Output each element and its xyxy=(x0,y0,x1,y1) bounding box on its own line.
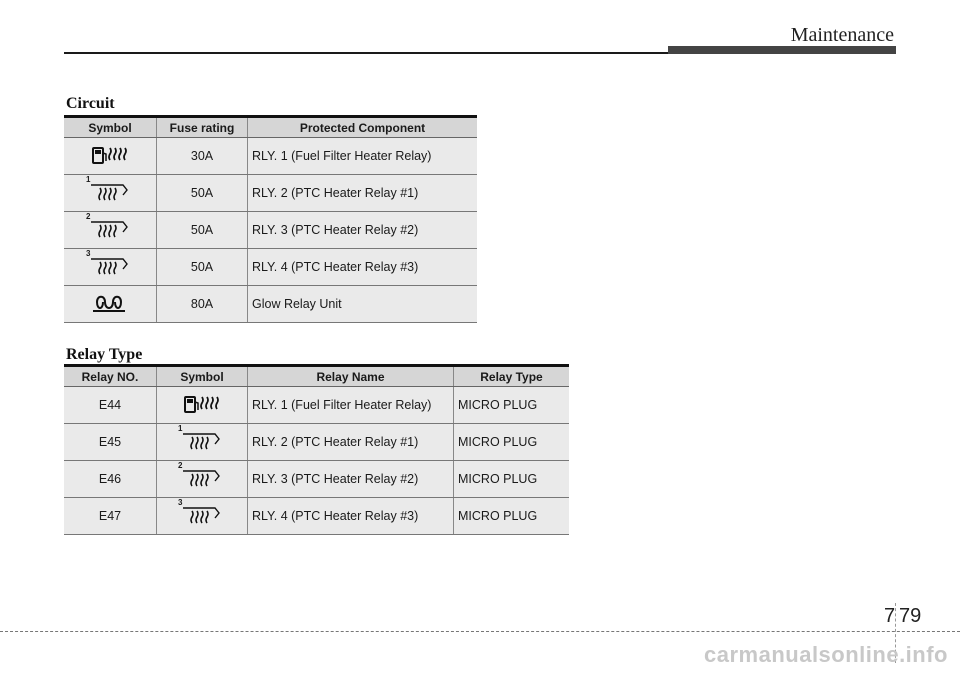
symbol-cell xyxy=(157,424,248,461)
fuse-rating-cell: 30A xyxy=(157,138,248,175)
col-protected-component: Protected Component xyxy=(248,117,478,138)
table-row xyxy=(64,498,569,535)
relay-title: Relay Type xyxy=(66,346,143,363)
ptc-heater-1-icon xyxy=(86,174,131,206)
circuit-table xyxy=(64,115,477,323)
symbol-cell xyxy=(157,387,248,424)
ptc-heater-2-icon xyxy=(86,211,131,243)
fuse-rating-cell: 80A xyxy=(157,286,248,323)
fuel-filter-heater-icon xyxy=(89,144,131,169)
relay-type-cell: MICRO PLUG xyxy=(454,424,570,461)
symbol-cell xyxy=(64,286,157,323)
symbol-cell xyxy=(64,212,157,249)
col-relay-name: Relay Name xyxy=(248,366,454,387)
ptc-heater-3-icon xyxy=(86,248,131,280)
ptc-heater-1-icon xyxy=(178,423,223,455)
relay-index-badge: 3 xyxy=(86,248,91,258)
protected-component-cell: RLY. 2 (PTC Heater Relay #1) xyxy=(248,175,478,212)
col-relay-type: Relay Type xyxy=(454,366,570,387)
circuit-title: Circuit xyxy=(66,95,115,112)
relay-name-cell: RLY. 4 (PTC Heater Relay #3) xyxy=(248,498,454,535)
ptc-heater-2-icon xyxy=(178,460,223,492)
symbol-cell xyxy=(64,249,157,286)
relay-type-cell: MICRO PLUG xyxy=(454,387,570,424)
footer-dashed-line xyxy=(0,631,960,632)
col-fuse-rating: Fuse rating xyxy=(157,117,248,138)
fuse-rating-cell: 50A xyxy=(157,212,248,249)
relay-no-cell: E44 xyxy=(64,387,157,424)
relay-name-cell: RLY. 2 (PTC Heater Relay #1) xyxy=(248,424,454,461)
col-relay-no: Relay NO. xyxy=(64,366,157,387)
col-symbol: Symbol xyxy=(157,366,248,387)
relay-index-badge: 1 xyxy=(86,174,91,184)
table-row xyxy=(64,461,569,498)
relay-no-cell: E47 xyxy=(64,498,157,535)
circuit-header-row xyxy=(64,117,477,138)
symbol-cell xyxy=(64,138,157,175)
header-rule xyxy=(64,52,668,54)
header-title: Maintenance xyxy=(790,24,894,46)
protected-component-cell: Glow Relay Unit xyxy=(248,286,478,323)
relay-type-cell: MICRO PLUG xyxy=(454,498,570,535)
relay-index-badge: 1 xyxy=(178,423,183,433)
watermark-logo: carmanualsonline.info xyxy=(704,642,948,667)
symbol-cell xyxy=(64,175,157,212)
fuse-rating-cell: 50A xyxy=(157,249,248,286)
relay-no-cell: E45 xyxy=(64,424,157,461)
relay-table xyxy=(64,364,569,535)
table-row xyxy=(64,424,569,461)
relay-index-badge: 2 xyxy=(86,211,91,221)
chapter-number: 7 xyxy=(884,605,896,627)
table-row xyxy=(64,387,569,424)
col-symbol: Symbol xyxy=(64,117,157,138)
symbol-cell xyxy=(157,498,248,535)
relay-index-badge: 2 xyxy=(178,460,183,470)
relay-name-cell: RLY. 3 (PTC Heater Relay #2) xyxy=(248,461,454,498)
header-bar xyxy=(668,46,896,54)
table-row xyxy=(64,249,477,286)
protected-component-cell: RLY. 4 (PTC Heater Relay #3) xyxy=(248,249,478,286)
table-row xyxy=(64,175,477,212)
relay-name-cell: RLY. 1 (Fuel Filter Heater Relay) xyxy=(248,387,454,424)
table-row xyxy=(64,138,477,175)
fuel-filter-heater-icon xyxy=(181,393,223,418)
table-row xyxy=(64,212,477,249)
relay-header-row xyxy=(64,366,569,387)
relay-type-cell: MICRO PLUG xyxy=(454,461,570,498)
protected-component-cell: RLY. 1 (Fuel Filter Heater Relay) xyxy=(248,138,478,175)
ptc-heater-3-icon xyxy=(178,497,223,529)
relay-no-cell: E46 xyxy=(64,461,157,498)
protected-component-cell: RLY. 3 (PTC Heater Relay #2) xyxy=(248,212,478,249)
fuse-rating-cell: 50A xyxy=(157,175,248,212)
table-row xyxy=(64,286,477,323)
page-number: 79 xyxy=(899,605,922,627)
glow-plug-icon xyxy=(89,292,131,317)
relay-index-badge: 3 xyxy=(178,497,183,507)
symbol-cell xyxy=(157,461,248,498)
